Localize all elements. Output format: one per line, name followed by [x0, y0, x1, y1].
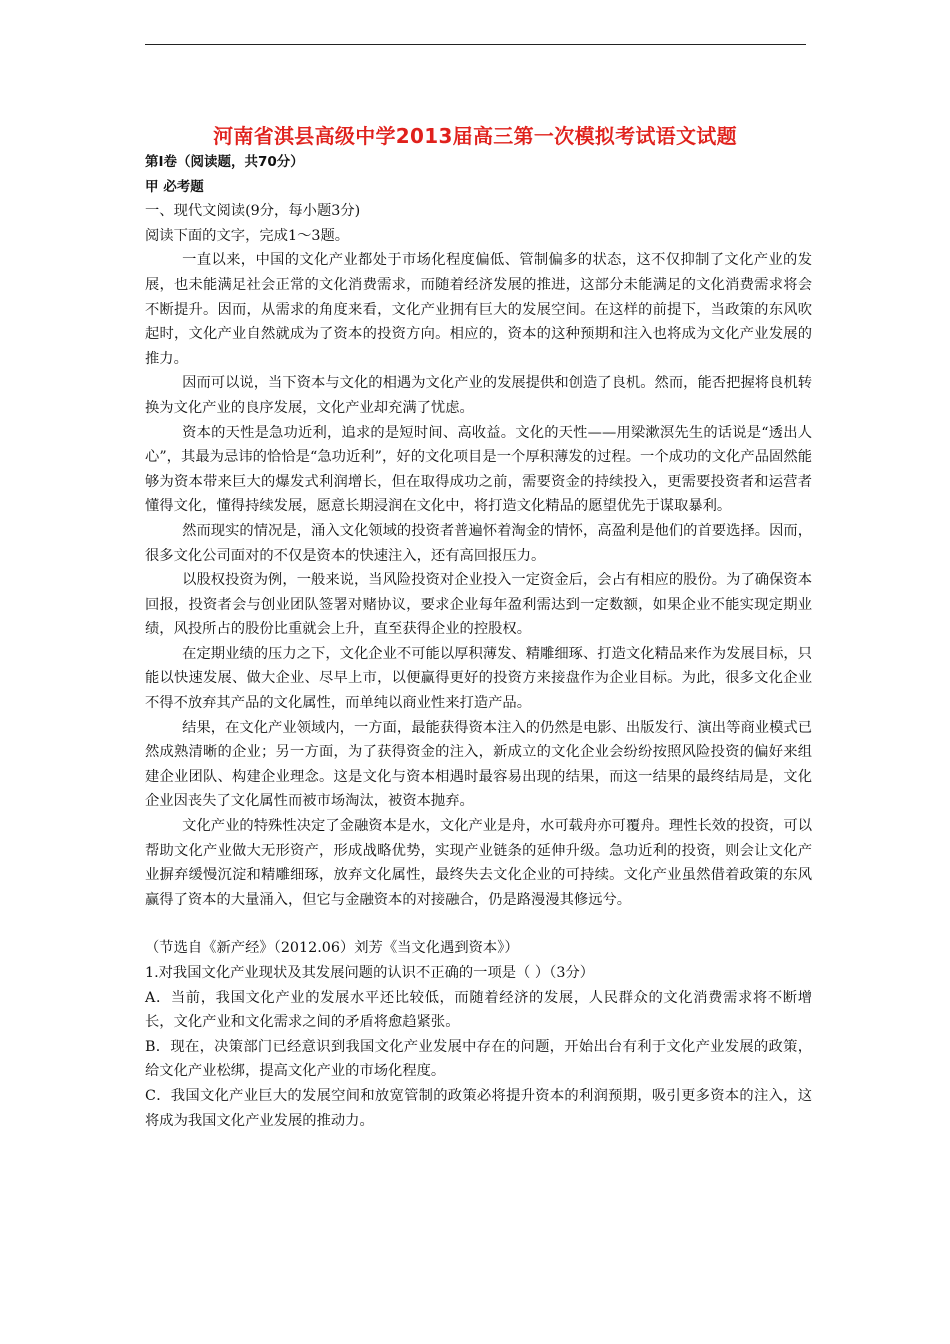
document-body [145, 150, 812, 1133]
passage-paragraph-1: 一直以来，中国的文化产业都处于市场化程度偏低、管制偏多的状态，这不仅抑制了文化产业的发展，也未能满足社会正常的文化消费需求，而随着经济发展的推进，这部分未能满足的文化消费需求将会不断提升。因而，从需求的角度来看，文化产业拥有巨大的发展空间。在这样的前提下，当政策的东风吹起时，文化产业自然就成为了资本的投资方向。相应的，资本的这种预期和注入也将成为文化产业发展的推力。 [145, 252, 812, 367]
reading-instruction: 阅读下面的文字，完成1～3题。 [145, 227, 350, 244]
page-title: 河南省淇县高级中学2013届高三第一次模拟考试语文试题 [213, 124, 737, 148]
passage-paragraph-5: 以股权投资为例，一般来说，当风险投资对企业投入一定资金后，会占有相应的股份。为了确保资本回报，投资者会与创业团队签署对赌协议，要求企业每年盈利需达到一定数额，如果企业不能实现定期业绩，风投所占的股份比重就会上升，直至获得企业的控股权。 [145, 572, 812, 638]
part-heading: 甲 必考题 [145, 178, 204, 195]
passage-paragraph-6: 在定期业绩的压力之下，文化企业不可能以厚积薄发、精雕细琢、打造文化精品来作为发展目标，只能以快速发展、做大企业、尽早上市，以便赢得更好的投资方来接盘作为企业目标。为此，很多文化企业不得不放弃其产品的文化属性，而单纯以商业性来打造产品。 [145, 645, 812, 712]
header-rule [145, 44, 806, 45]
question-group-heading: 一、现代文阅读(9分，每小题3分) [145, 203, 361, 220]
passage-source: （节选自《新产经》（2012.06）刘芳《当文化遇到资本》） [145, 940, 519, 957]
spacer [145, 912, 812, 936]
passage-paragraph-8: 文化产业的特殊性决定了金融资本是水，文化产业是舟，水可载舟亦可覆舟。理性长效的投资，可以帮助文化产业做大无形资产，形成战略优势，实现产业链条的延伸升级。急功近利的投资，则会让文化产业摒弃缓慢沉淀和精雕细琢，放弃文化属性，最终失去文化企业的可持续。文化产业虽然借着政策的东风赢得了资本的大量涌入，但它与金融资本的对接融合，仍是路漫漫其修远兮。 [145, 818, 812, 908]
passage-paragraph-4: 然而现实的情况是，涌入文化领域的投资者普遍怀着淘金的情怀，高盈利是他们的首要选择。因而，很多文化公司面对的不仅是资本的快速注入，还有高回报压力。 [145, 522, 812, 564]
passage-paragraph-3: 资本的天性是急功近利，追求的是短时间、高收益。文化的天性——用梁漱溟先生的话说是“透出人心”，其最为忌讳的恰恰是“急功近利”，好的文化项目是一个厚积薄发的过程。一个成功的文化产品固然能够为资本带来巨大的爆发式利润增长，但在取得成功之前，需要资金的持续投入，更需要投资者和运营者懂得文化，懂得持续发展，愿意长期浸润在文化中，将打造文化精品的愿望优先于谋取暴利。 [145, 424, 812, 515]
passage-paragraph-2: 因而可以说，当下资本与文化的相遇为文化产业的发展提供和创造了良机。然而，能否把握将良机转换为文化产业的良序发展，文化产业却充满了忧虑。 [145, 375, 812, 416]
question-1-option-c: C．我国文化产业巨大的发展空间和放宽管制的政策必将提升资本的利润预期，吸引更多资本的注入，这将成为我国文化产业发展的推动力。 [145, 1087, 812, 1129]
section-heading: 第Ⅰ卷（阅读题，共70分） [145, 154, 304, 170]
passage-paragraph-7: 结果，在文化产业领域内，一方面，最能获得资本注入的仍然是电影、出版发行、演出等商业模式已然成熟清晰的企业；另一方面，为了获得资金的注入，新成立的文化企业会纷纷按照风险投资的偏好来组建企业团队、构建企业理念。这是文化与资本相遇时最容易出现的结果，而这一结果的最终结局是，文化企业因丧失了文化属性而被市场淘汰，被资本抛弃。 [145, 719, 812, 810]
question-1-stem: 1.对我国文化产业现状及其发展问题的认识不正确的一项是（ ）（3分） [145, 965, 595, 981]
question-1-option-a: A．当前，我国文化产业的发展水平还比较低，而随着经济的发展，人民群众的文化消费需求将不断增长，文化产业和文化需求之间的矛盾将愈趋紧张。 [145, 989, 812, 1031]
question-1-option-b: B．现在，决策部门已经意识到我国文化产业发展中存在的问题，开始出台有利于文化产业发展的政策，给文化产业松绑，提高文化产业的市场化程度。 [145, 1038, 812, 1080]
